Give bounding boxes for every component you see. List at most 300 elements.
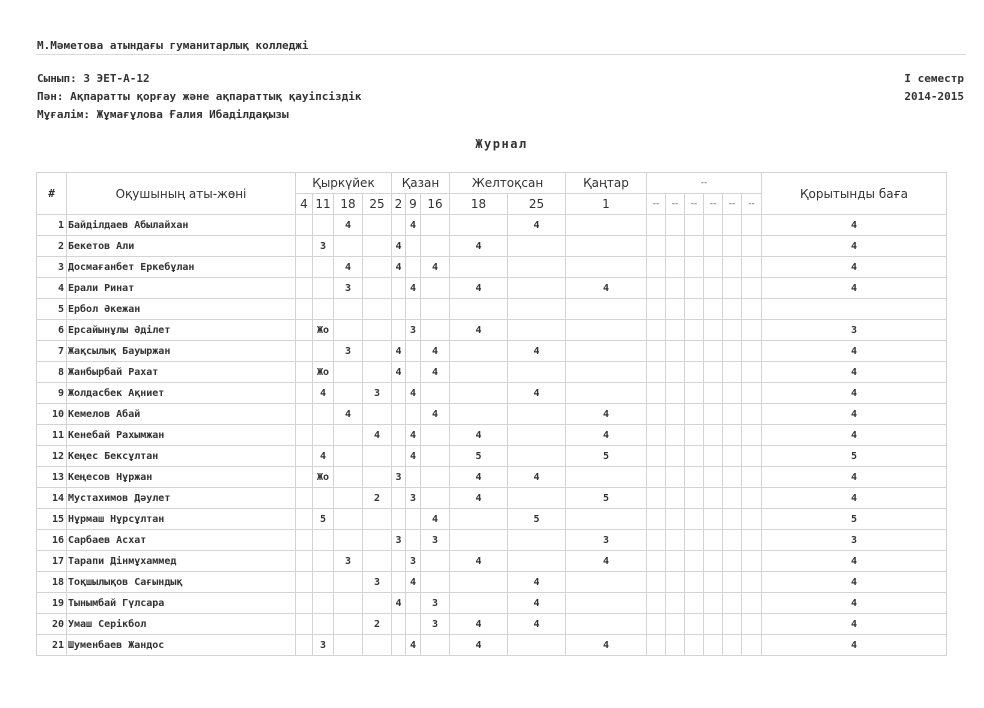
row-number: 17 bbox=[37, 551, 67, 572]
grade-cell bbox=[313, 215, 334, 236]
grade-cell bbox=[647, 299, 666, 320]
grade-cell bbox=[566, 467, 647, 488]
grade-cell bbox=[508, 278, 566, 299]
grade-cell bbox=[723, 446, 742, 467]
grade-cell bbox=[363, 257, 392, 278]
grade-cell bbox=[313, 530, 334, 551]
final-grade: 4 bbox=[762, 383, 947, 404]
grade-cell: 3 bbox=[313, 635, 334, 656]
day-header: 4 bbox=[296, 194, 313, 215]
grade-cell bbox=[666, 299, 685, 320]
grade-cell bbox=[392, 215, 406, 236]
grade-cell: 4 bbox=[450, 236, 508, 257]
final-grade: 3 bbox=[762, 530, 947, 551]
grade-cell: 3 bbox=[421, 593, 450, 614]
grade-cell: 2 bbox=[363, 614, 392, 635]
grade-cell: 4 bbox=[450, 614, 508, 635]
grade-cell: 4 bbox=[406, 446, 421, 467]
grade-cell bbox=[742, 425, 762, 446]
final-grade: 4 bbox=[762, 467, 947, 488]
grade-cell bbox=[421, 446, 450, 467]
grade-cell bbox=[723, 278, 742, 299]
grade-cell bbox=[334, 572, 363, 593]
grade-cell bbox=[296, 362, 313, 383]
grade-cell: 5 bbox=[450, 446, 508, 467]
term-info bbox=[904, 70, 964, 106]
final-grade: 4 bbox=[762, 278, 947, 299]
grade-cell: 3 bbox=[406, 488, 421, 509]
grade-cell bbox=[647, 404, 666, 425]
grade-cell bbox=[685, 593, 704, 614]
grade-cell bbox=[363, 446, 392, 467]
table-row bbox=[37, 278, 947, 299]
grade-cell bbox=[723, 593, 742, 614]
grade-cell bbox=[704, 404, 723, 425]
grade-cell bbox=[685, 320, 704, 341]
grade-cell bbox=[296, 635, 313, 656]
grade-cell bbox=[666, 257, 685, 278]
grade-cell: 5 bbox=[566, 446, 647, 467]
grade-cell bbox=[296, 320, 313, 341]
grade-cell bbox=[685, 614, 704, 635]
grade-cell bbox=[450, 530, 508, 551]
grade-cell bbox=[723, 425, 742, 446]
grade-cell bbox=[723, 236, 742, 257]
grade-cell bbox=[406, 236, 421, 257]
grade-cell bbox=[742, 446, 762, 467]
grade-cell bbox=[647, 446, 666, 467]
row-number: 11 bbox=[37, 425, 67, 446]
grade-cell bbox=[363, 530, 392, 551]
final-grade: 3 bbox=[762, 320, 947, 341]
final-grade bbox=[762, 299, 947, 320]
grade-cell bbox=[334, 362, 363, 383]
table-row bbox=[37, 509, 947, 530]
grade-cell bbox=[406, 614, 421, 635]
grade-cell bbox=[421, 572, 450, 593]
day-header: 18 bbox=[450, 194, 508, 215]
row-number: 3 bbox=[37, 257, 67, 278]
grade-cell bbox=[704, 446, 723, 467]
student-name: Тоқшылықов Сағындық bbox=[67, 572, 296, 593]
final-grade: 4 bbox=[762, 236, 947, 257]
student-name: Кеңесов Нұржан bbox=[67, 467, 296, 488]
grade-cell bbox=[392, 320, 406, 341]
grade-cell bbox=[742, 299, 762, 320]
grade-cell bbox=[685, 299, 704, 320]
day-header: 25 bbox=[363, 194, 392, 215]
grade-rows bbox=[37, 215, 947, 656]
grade-cell bbox=[450, 383, 508, 404]
final-grade: 5 bbox=[762, 446, 947, 467]
grade-cell: 3 bbox=[392, 467, 406, 488]
grade-cell bbox=[723, 467, 742, 488]
grade-cell bbox=[742, 593, 762, 614]
header-divider bbox=[36, 54, 966, 55]
grade-cell bbox=[723, 404, 742, 425]
grade-cell bbox=[666, 614, 685, 635]
student-name: Умаш Серікбол bbox=[67, 614, 296, 635]
grade-cell: 4 bbox=[406, 215, 421, 236]
table-row bbox=[37, 425, 947, 446]
grade-cell bbox=[723, 320, 742, 341]
grade-cell: 3 bbox=[334, 278, 363, 299]
grade-cell bbox=[406, 257, 421, 278]
row-number: 16 bbox=[37, 530, 67, 551]
grade-cell bbox=[421, 320, 450, 341]
grade-cell bbox=[723, 572, 742, 593]
grade-cell bbox=[296, 425, 313, 446]
grade-cell bbox=[406, 530, 421, 551]
grade-cell bbox=[392, 446, 406, 467]
subject-line: Пән: Ақпаратты қорғау және ақпараттық қауіпсіздік bbox=[37, 90, 362, 103]
grade-cell bbox=[742, 488, 762, 509]
final-grade: 4 bbox=[762, 215, 947, 236]
grade-cell bbox=[647, 215, 666, 236]
grade-cell bbox=[666, 551, 685, 572]
student-name: Жақсылық Бауыржан bbox=[67, 341, 296, 362]
grade-cell bbox=[392, 425, 406, 446]
grade-cell bbox=[666, 509, 685, 530]
grade-cell bbox=[666, 404, 685, 425]
grade-cell bbox=[363, 404, 392, 425]
month-header-december: Желтоқсан bbox=[450, 173, 566, 194]
grade-cell bbox=[742, 551, 762, 572]
final-grade: 4 bbox=[762, 572, 947, 593]
grade-cell bbox=[723, 299, 742, 320]
row-number: 18 bbox=[37, 572, 67, 593]
grade-cell bbox=[647, 572, 666, 593]
grade-cell bbox=[508, 362, 566, 383]
grade-cell bbox=[647, 488, 666, 509]
grade-cell bbox=[685, 362, 704, 383]
grade-cell bbox=[450, 299, 508, 320]
grade-cell bbox=[296, 551, 313, 572]
table-row bbox=[37, 446, 947, 467]
grade-cell bbox=[313, 278, 334, 299]
grade-cell bbox=[450, 215, 508, 236]
table-row bbox=[37, 257, 947, 278]
grade-cell bbox=[566, 362, 647, 383]
grade-cell: 4 bbox=[392, 341, 406, 362]
table-row bbox=[37, 614, 947, 635]
grade-cell bbox=[566, 320, 647, 341]
student-name: Ерали Ринат bbox=[67, 278, 296, 299]
semester-label: I семестр bbox=[904, 72, 964, 85]
grade-cell: 4 bbox=[421, 362, 450, 383]
grade-cell: 4 bbox=[421, 404, 450, 425]
grade-cell bbox=[704, 551, 723, 572]
final-grade-header: Қорытынды баға bbox=[762, 173, 947, 215]
final-grade: 4 bbox=[762, 404, 947, 425]
grade-cell bbox=[508, 404, 566, 425]
final-grade: 4 bbox=[762, 614, 947, 635]
grade-cell: 4 bbox=[566, 404, 647, 425]
day-header: 11 bbox=[313, 194, 334, 215]
grade-cell bbox=[363, 551, 392, 572]
grade-cell bbox=[334, 488, 363, 509]
grade-cell: 4 bbox=[392, 257, 406, 278]
grade-cell bbox=[704, 383, 723, 404]
grade-cell bbox=[723, 362, 742, 383]
grade-cell bbox=[742, 383, 762, 404]
grade-cell bbox=[566, 572, 647, 593]
grade-cell bbox=[392, 614, 406, 635]
grade-cell bbox=[421, 488, 450, 509]
grade-cell bbox=[296, 257, 313, 278]
grade-cell bbox=[704, 614, 723, 635]
grade-cell bbox=[742, 278, 762, 299]
grade-cell bbox=[363, 320, 392, 341]
grade-cell bbox=[421, 467, 450, 488]
day-header: 18 bbox=[334, 194, 363, 215]
grade-cell: 4 bbox=[566, 278, 647, 299]
grade-cell bbox=[685, 488, 704, 509]
grade-cell bbox=[406, 362, 421, 383]
grade-cell bbox=[508, 425, 566, 446]
grade-cell: 4 bbox=[406, 572, 421, 593]
grade-cell: 4 bbox=[421, 341, 450, 362]
grade-cell bbox=[666, 425, 685, 446]
grade-cell bbox=[666, 467, 685, 488]
grade-cell bbox=[296, 236, 313, 257]
grade-cell bbox=[566, 614, 647, 635]
grade-cell: 4 bbox=[392, 593, 406, 614]
grade-cell bbox=[406, 341, 421, 362]
grade-cell: 4 bbox=[450, 488, 508, 509]
grade-cell bbox=[723, 215, 742, 236]
grade-cell bbox=[647, 362, 666, 383]
grade-cell bbox=[647, 467, 666, 488]
table-row bbox=[37, 362, 947, 383]
grade-cell bbox=[647, 257, 666, 278]
grade-cell: 5 bbox=[566, 488, 647, 509]
grade-cell bbox=[566, 299, 647, 320]
grade-cell bbox=[363, 215, 392, 236]
grade-cell bbox=[392, 299, 406, 320]
grade-cell bbox=[566, 509, 647, 530]
table-row bbox=[37, 593, 947, 614]
teacher-line: Мұғалім: Жұмағұлова Ғалия Ибаділдақызы bbox=[37, 108, 289, 121]
grade-cell bbox=[406, 467, 421, 488]
grade-cell: 4 bbox=[421, 509, 450, 530]
grade-cell bbox=[704, 509, 723, 530]
grade-cell bbox=[685, 425, 704, 446]
grade-cell bbox=[666, 530, 685, 551]
grade-cell: 4 bbox=[508, 215, 566, 236]
grade-cell bbox=[704, 593, 723, 614]
grade-cell bbox=[508, 635, 566, 656]
day-header: -- bbox=[704, 194, 723, 215]
row-number: 19 bbox=[37, 593, 67, 614]
grade-cell bbox=[363, 467, 392, 488]
final-grade: 5 bbox=[762, 509, 947, 530]
student-name: Ербол Әкежан bbox=[67, 299, 296, 320]
grade-cell bbox=[742, 236, 762, 257]
grade-cell bbox=[685, 572, 704, 593]
table-row bbox=[37, 341, 947, 362]
grade-cell bbox=[566, 383, 647, 404]
student-name: Жанбырбай Рахат bbox=[67, 362, 296, 383]
grade-cell: 3 bbox=[334, 551, 363, 572]
row-number: 14 bbox=[37, 488, 67, 509]
grade-cell bbox=[334, 446, 363, 467]
final-grade: 4 bbox=[762, 635, 947, 656]
grade-cell: 4 bbox=[406, 635, 421, 656]
grade-cell bbox=[685, 404, 704, 425]
grade-cell bbox=[450, 404, 508, 425]
grade-cell: 4 bbox=[392, 236, 406, 257]
month-header-january: Қаңтар bbox=[566, 173, 647, 194]
grade-cell bbox=[666, 635, 685, 656]
grade-cell bbox=[296, 341, 313, 362]
grade-cell bbox=[666, 362, 685, 383]
grade-cell: 3 bbox=[421, 530, 450, 551]
grade-cell bbox=[508, 551, 566, 572]
grade-cell bbox=[313, 425, 334, 446]
grade-cell bbox=[421, 635, 450, 656]
row-number: 9 bbox=[37, 383, 67, 404]
row-number: 12 bbox=[37, 446, 67, 467]
day-header: -- bbox=[685, 194, 704, 215]
table-row bbox=[37, 236, 947, 257]
grade-cell bbox=[742, 215, 762, 236]
grade-cell bbox=[363, 341, 392, 362]
grade-cell bbox=[647, 278, 666, 299]
grade-cell bbox=[450, 509, 508, 530]
grade-cell: 4 bbox=[508, 572, 566, 593]
grade-cell bbox=[296, 215, 313, 236]
student-name: Тынымбай Гүлсара bbox=[67, 593, 296, 614]
student-name: Кеңес Бексұлтан bbox=[67, 446, 296, 467]
day-header: 9 bbox=[406, 194, 421, 215]
grade-cell bbox=[296, 488, 313, 509]
grade-cell: 2 bbox=[363, 488, 392, 509]
grade-cell: 4 bbox=[363, 425, 392, 446]
grade-cell bbox=[363, 278, 392, 299]
grade-cell bbox=[296, 404, 313, 425]
grade-cell bbox=[313, 341, 334, 362]
grade-cell bbox=[704, 257, 723, 278]
grade-cell bbox=[666, 278, 685, 299]
grade-cell: 4 bbox=[508, 593, 566, 614]
grade-cell bbox=[704, 236, 723, 257]
row-number: 5 bbox=[37, 299, 67, 320]
final-grade: 4 bbox=[762, 593, 947, 614]
grade-cell bbox=[742, 635, 762, 656]
grade-cell bbox=[296, 530, 313, 551]
grade-cell bbox=[421, 215, 450, 236]
grade-cell bbox=[406, 299, 421, 320]
grade-cell: 3 bbox=[566, 530, 647, 551]
grade-cell bbox=[742, 404, 762, 425]
student-name: Нұрмаш Нұрсұлтан bbox=[67, 509, 296, 530]
grade-cell bbox=[742, 341, 762, 362]
grade-cell bbox=[363, 635, 392, 656]
grade-cell bbox=[723, 509, 742, 530]
day-header: 16 bbox=[421, 194, 450, 215]
row-number: 7 bbox=[37, 341, 67, 362]
grade-cell bbox=[742, 467, 762, 488]
grade-cell bbox=[685, 551, 704, 572]
grade-cell bbox=[450, 257, 508, 278]
student-name: Мустахимов Дәулет bbox=[67, 488, 296, 509]
grade-cell: 4 bbox=[566, 551, 647, 572]
grade-cell bbox=[392, 383, 406, 404]
grade-cell bbox=[647, 551, 666, 572]
grade-cell bbox=[313, 404, 334, 425]
class-line: Сынып: 3 ЭЕТ-А-12 bbox=[37, 72, 150, 85]
table-row bbox=[37, 551, 947, 572]
grade-cell bbox=[704, 635, 723, 656]
grade-cell bbox=[566, 341, 647, 362]
grade-cell: 4 bbox=[450, 551, 508, 572]
table-row bbox=[37, 383, 947, 404]
month-header-october: Қазан bbox=[392, 173, 450, 194]
grade-cell bbox=[666, 341, 685, 362]
day-header: -- bbox=[666, 194, 685, 215]
grade-cell bbox=[723, 551, 742, 572]
grade-cell bbox=[508, 530, 566, 551]
student-name: Сарбаев Асхат bbox=[67, 530, 296, 551]
table-row bbox=[37, 635, 947, 656]
grade-cell: 3 bbox=[363, 383, 392, 404]
final-grade: 4 bbox=[762, 488, 947, 509]
grade-cell bbox=[296, 572, 313, 593]
row-number: 8 bbox=[37, 362, 67, 383]
grade-cell bbox=[704, 320, 723, 341]
grade-cell: 4 bbox=[566, 425, 647, 446]
grade-cell: 3 bbox=[406, 320, 421, 341]
grade-cell bbox=[334, 236, 363, 257]
grade-cell bbox=[392, 488, 406, 509]
grade-cell bbox=[334, 530, 363, 551]
table-row bbox=[37, 320, 947, 341]
grade-cell: 4 bbox=[334, 404, 363, 425]
grade-cell bbox=[406, 509, 421, 530]
grade-cell bbox=[685, 257, 704, 278]
grade-cell: 4 bbox=[450, 278, 508, 299]
day-header: -- bbox=[647, 194, 666, 215]
grade-cell bbox=[742, 362, 762, 383]
student-name: Байділдаев Абылайхан bbox=[67, 215, 296, 236]
final-grade: 4 bbox=[762, 341, 947, 362]
grade-cell bbox=[723, 614, 742, 635]
grade-cell bbox=[704, 362, 723, 383]
table-row bbox=[37, 488, 947, 509]
grade-cell bbox=[666, 572, 685, 593]
day-header: -- bbox=[723, 194, 742, 215]
grade-cell bbox=[566, 593, 647, 614]
grade-cell bbox=[666, 236, 685, 257]
grade-cell bbox=[666, 320, 685, 341]
grade-cell bbox=[647, 635, 666, 656]
table-row bbox=[37, 404, 947, 425]
table-row bbox=[37, 299, 947, 320]
college-name: М.Мәметова атындағы гуманитарлық колледжі bbox=[37, 39, 309, 52]
grade-cell: 4 bbox=[508, 467, 566, 488]
grade-cell: 4 bbox=[313, 383, 334, 404]
grade-cell bbox=[313, 299, 334, 320]
grade-cell bbox=[450, 341, 508, 362]
day-header: -- bbox=[742, 194, 762, 215]
grade-cell: Жо bbox=[313, 467, 334, 488]
grade-cell: 4 bbox=[450, 425, 508, 446]
grade-cell bbox=[723, 341, 742, 362]
row-number: 4 bbox=[37, 278, 67, 299]
grade-cell bbox=[296, 299, 313, 320]
grade-cell: 4 bbox=[450, 320, 508, 341]
